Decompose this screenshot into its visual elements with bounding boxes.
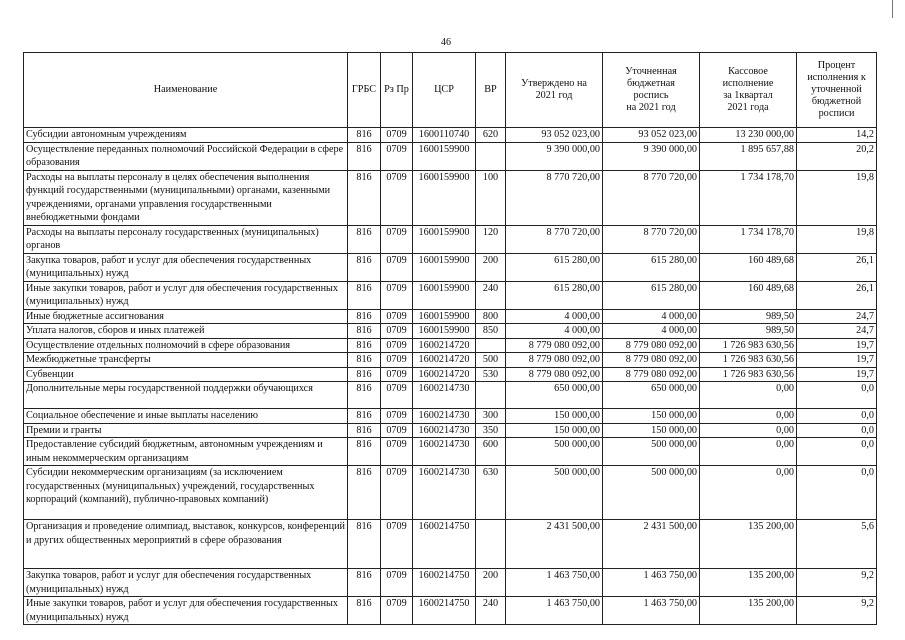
table-row (24, 382, 877, 409)
cell-vr: 120 (476, 225, 506, 253)
table-header-row (24, 53, 877, 128)
cell-refined: 8 770 720,00 (603, 225, 700, 253)
cell-csr: 1600159900 (413, 281, 476, 309)
cell-percent: 19,7 (797, 353, 877, 368)
cell-grbs: 816 (348, 597, 381, 625)
cell-rzpr: 0709 (381, 382, 413, 409)
cell-vr: 800 (476, 309, 506, 324)
cell-name: Организация и проведение олимпиад, выставок, конкурсов, конференций и других общественных мероприятий в сфере образования (24, 520, 348, 569)
cell-vr: 100 (476, 170, 506, 225)
cell-cash: 13 230 000,00 (700, 128, 797, 143)
cell-cash: 1 895 657,88 (700, 142, 797, 170)
cell-percent: 19,8 (797, 170, 877, 225)
cell-grbs: 816 (348, 382, 381, 409)
cell-vr: 240 (476, 597, 506, 625)
page-number: 46 (441, 37, 451, 48)
header-rzpr: Рз Пр (381, 53, 413, 128)
table-row (24, 367, 877, 382)
cell-refined: 500 000,00 (603, 466, 700, 520)
header-refined: Уточненная бюджетная роспись на 2021 год (603, 53, 700, 128)
cell-name: Субвенции (24, 367, 348, 382)
cell-grbs: 816 (348, 281, 381, 309)
cell-name: Расходы на выплаты персоналу в целях обеспечения выполнения функций государственными (муниципальными) органами, казенными учреждениями, органами управления государственными внебюджетными фондами (24, 170, 348, 225)
cell-refined: 8 770 720,00 (603, 170, 700, 225)
table-row (24, 142, 877, 170)
cell-rzpr: 0709 (381, 128, 413, 143)
cell-cash: 160 489,68 (700, 281, 797, 309)
cell-cash: 0,00 (700, 382, 797, 409)
cell-csr: 1600214750 (413, 569, 476, 597)
cell-name: Иные закупки товаров, работ и услуг для обеспечения государственных (муниципальных) нужд (24, 281, 348, 309)
cell-cash: 135 200,00 (700, 597, 797, 625)
cell-refined: 615 280,00 (603, 281, 700, 309)
cell-csr: 1600214750 (413, 597, 476, 625)
cell-approved: 8 770 720,00 (506, 225, 603, 253)
table-row (24, 466, 877, 520)
cell-approved: 615 280,00 (506, 281, 603, 309)
cell-vr (476, 142, 506, 170)
cell-percent: 9,2 (797, 569, 877, 597)
cell-grbs: 816 (348, 253, 381, 281)
cell-name: Межбюджетные трансферты (24, 353, 348, 368)
cell-refined: 150 000,00 (603, 423, 700, 438)
header-grbs: ГРБС (348, 53, 381, 128)
cell-cash: 1 734 178,70 (700, 225, 797, 253)
cell-name: Субсидии автономным учреждениям (24, 128, 348, 143)
cell-grbs: 816 (348, 353, 381, 368)
table-row (24, 281, 877, 309)
cell-vr (476, 520, 506, 569)
cell-refined: 8 779 080 092,00 (603, 353, 700, 368)
cell-csr: 1600110740 (413, 128, 476, 143)
cell-cash: 1 726 983 630,56 (700, 338, 797, 353)
cell-percent: 24,7 (797, 324, 877, 339)
cell-name: Иные бюджетные ассигнования (24, 309, 348, 324)
table-row (24, 438, 877, 466)
header-csr: ЦСР (413, 53, 476, 128)
cell-csr: 1600159900 (413, 170, 476, 225)
cell-grbs: 816 (348, 569, 381, 597)
cell-name: Субсидии некоммерческим организациям (за исключением государственных (муниципальных) учреждений, государственных корпораций (компаний), публично-правовых компаний) (24, 466, 348, 520)
cell-vr: 630 (476, 466, 506, 520)
cell-grbs: 816 (348, 466, 381, 520)
cell-approved: 8 770 720,00 (506, 170, 603, 225)
cell-approved: 8 779 080 092,00 (506, 353, 603, 368)
cell-refined: 150 000,00 (603, 409, 700, 424)
cell-approved: 2 431 500,00 (506, 520, 603, 569)
cell-rzpr: 0709 (381, 225, 413, 253)
cell-rzpr: 0709 (381, 281, 413, 309)
cell-rzpr: 0709 (381, 597, 413, 625)
table-row (24, 324, 877, 339)
table-row (24, 338, 877, 353)
cell-refined: 9 390 000,00 (603, 142, 700, 170)
cell-approved: 93 052 023,00 (506, 128, 603, 143)
cell-rzpr: 0709 (381, 253, 413, 281)
cell-vr: 350 (476, 423, 506, 438)
cell-csr: 1600214720 (413, 338, 476, 353)
cell-percent: 14,2 (797, 128, 877, 143)
cell-cash: 1 726 983 630,56 (700, 367, 797, 382)
cell-rzpr: 0709 (381, 353, 413, 368)
cell-rzpr: 0709 (381, 309, 413, 324)
cell-cash: 135 200,00 (700, 520, 797, 569)
cell-percent: 0,0 (797, 409, 877, 424)
cell-name: Расходы на выплаты персоналу государственных (муниципальных) органов (24, 225, 348, 253)
cell-csr: 1600214730 (413, 438, 476, 466)
cell-rzpr: 0709 (381, 423, 413, 438)
cell-rzpr: 0709 (381, 466, 413, 520)
table-row (24, 423, 877, 438)
cell-refined: 1 463 750,00 (603, 569, 700, 597)
cell-grbs: 816 (348, 338, 381, 353)
page-edge-mark (892, 0, 893, 18)
cell-csr: 1600214720 (413, 367, 476, 382)
cell-percent: 19,7 (797, 338, 877, 353)
cell-percent: 0,0 (797, 466, 877, 520)
cell-approved: 150 000,00 (506, 409, 603, 424)
cell-grbs: 816 (348, 324, 381, 339)
cell-csr: 1600214750 (413, 520, 476, 569)
cell-cash: 0,00 (700, 466, 797, 520)
table-row (24, 597, 877, 625)
cell-rzpr: 0709 (381, 520, 413, 569)
cell-approved: 150 000,00 (506, 423, 603, 438)
header-approved: Утверждено на 2021 год (506, 53, 603, 128)
cell-refined: 8 779 080 092,00 (603, 367, 700, 382)
table-row (24, 128, 877, 143)
cell-percent: 26,1 (797, 253, 877, 281)
cell-cash: 1 734 178,70 (700, 170, 797, 225)
cell-csr: 1600214720 (413, 353, 476, 368)
cell-approved: 615 280,00 (506, 253, 603, 281)
cell-rzpr: 0709 (381, 438, 413, 466)
cell-vr (476, 382, 506, 409)
cell-vr: 200 (476, 253, 506, 281)
cell-rzpr: 0709 (381, 170, 413, 225)
header-vr: ВР (476, 53, 506, 128)
table-row (24, 520, 877, 569)
cell-cash: 135 200,00 (700, 569, 797, 597)
cell-name: Премии и гранты (24, 423, 348, 438)
cell-name: Закупка товаров, работ и услуг для обеспечения государственных (муниципальных) нужд (24, 253, 348, 281)
cell-grbs: 816 (348, 423, 381, 438)
cell-percent: 9,2 (797, 597, 877, 625)
cell-rzpr: 0709 (381, 569, 413, 597)
cell-refined: 4 000,00 (603, 309, 700, 324)
cell-percent: 24,7 (797, 309, 877, 324)
cell-approved: 9 390 000,00 (506, 142, 603, 170)
cell-cash: 160 489,68 (700, 253, 797, 281)
table-row (24, 170, 877, 225)
cell-grbs: 816 (348, 438, 381, 466)
cell-cash: 989,50 (700, 324, 797, 339)
header-cash: Кассовое исполнение за 1квартал 2021 года (700, 53, 797, 128)
cell-grbs: 816 (348, 142, 381, 170)
cell-approved: 8 779 080 092,00 (506, 338, 603, 353)
cell-name: Осуществление отдельных полномочий в сфере образования (24, 338, 348, 353)
cell-percent: 19,7 (797, 367, 877, 382)
cell-percent: 0,0 (797, 423, 877, 438)
cell-approved: 4 000,00 (506, 309, 603, 324)
budget-table (23, 52, 877, 625)
cell-grbs: 816 (348, 225, 381, 253)
cell-cash: 0,00 (700, 438, 797, 466)
cell-refined: 650 000,00 (603, 382, 700, 409)
cell-vr: 300 (476, 409, 506, 424)
cell-percent: 0,0 (797, 382, 877, 409)
cell-name: Закупка товаров, работ и услуг для обеспечения государственных (муниципальных) нужд (24, 569, 348, 597)
cell-name: Дополнительные меры государственной поддержки обучающихся (24, 382, 348, 409)
table-row (24, 353, 877, 368)
cell-name: Социальное обеспечение и иные выплаты населению (24, 409, 348, 424)
cell-csr: 1600214730 (413, 382, 476, 409)
cell-grbs: 816 (348, 170, 381, 225)
cell-rzpr: 0709 (381, 409, 413, 424)
cell-cash: 989,50 (700, 309, 797, 324)
cell-refined: 1 463 750,00 (603, 597, 700, 625)
cell-refined: 2 431 500,00 (603, 520, 700, 569)
cell-refined: 615 280,00 (603, 253, 700, 281)
cell-vr (476, 338, 506, 353)
cell-rzpr: 0709 (381, 338, 413, 353)
cell-name: Осуществление переданных полномочий Российской Федерации в сфере образования (24, 142, 348, 170)
table-row (24, 225, 877, 253)
cell-grbs: 816 (348, 520, 381, 569)
cell-vr: 500 (476, 353, 506, 368)
cell-csr: 1600159900 (413, 142, 476, 170)
cell-rzpr: 0709 (381, 142, 413, 170)
cell-grbs: 816 (348, 409, 381, 424)
cell-approved: 500 000,00 (506, 438, 603, 466)
cell-vr: 240 (476, 281, 506, 309)
table-row (24, 569, 877, 597)
cell-rzpr: 0709 (381, 367, 413, 382)
cell-name: Иные закупки товаров, работ и услуг для обеспечения государственных (муниципальных) нужд (24, 597, 348, 625)
table-row (24, 309, 877, 324)
cell-vr: 620 (476, 128, 506, 143)
cell-csr: 1600214730 (413, 409, 476, 424)
cell-csr: 1600214730 (413, 466, 476, 520)
cell-cash: 0,00 (700, 409, 797, 424)
cell-refined: 93 052 023,00 (603, 128, 700, 143)
cell-vr: 850 (476, 324, 506, 339)
cell-refined: 8 779 080 092,00 (603, 338, 700, 353)
table-row (24, 409, 877, 424)
cell-vr: 600 (476, 438, 506, 466)
cell-approved: 4 000,00 (506, 324, 603, 339)
cell-approved: 1 463 750,00 (506, 597, 603, 625)
cell-percent: 20,2 (797, 142, 877, 170)
cell-approved: 8 779 080 092,00 (506, 367, 603, 382)
cell-cash: 1 726 983 630,56 (700, 353, 797, 368)
cell-csr: 1600159900 (413, 324, 476, 339)
cell-grbs: 816 (348, 367, 381, 382)
cell-refined: 4 000,00 (603, 324, 700, 339)
cell-refined: 500 000,00 (603, 438, 700, 466)
cell-approved: 500 000,00 (506, 466, 603, 520)
cell-name: Предоставление субсидий бюджетным, автономным учреждениям и иным некоммерческим организациям (24, 438, 348, 466)
cell-percent: 26,1 (797, 281, 877, 309)
cell-cash: 0,00 (700, 423, 797, 438)
header-name: Наименование (24, 53, 348, 128)
cell-csr: 1600214730 (413, 423, 476, 438)
cell-csr: 1600159900 (413, 225, 476, 253)
cell-csr: 1600159900 (413, 253, 476, 281)
cell-vr: 530 (476, 367, 506, 382)
cell-grbs: 816 (348, 128, 381, 143)
cell-percent: 19,8 (797, 225, 877, 253)
cell-percent: 0,0 (797, 438, 877, 466)
cell-csr: 1600159900 (413, 309, 476, 324)
cell-approved: 1 463 750,00 (506, 569, 603, 597)
cell-vr: 200 (476, 569, 506, 597)
cell-rzpr: 0709 (381, 324, 413, 339)
header-percent: Процент исполнения к уточненной бюджетной росписи (797, 53, 877, 128)
table-row (24, 253, 877, 281)
cell-approved: 650 000,00 (506, 382, 603, 409)
cell-percent: 5,6 (797, 520, 877, 569)
cell-grbs: 816 (348, 309, 381, 324)
cell-name: Уплата налогов, сборов и иных платежей (24, 324, 348, 339)
